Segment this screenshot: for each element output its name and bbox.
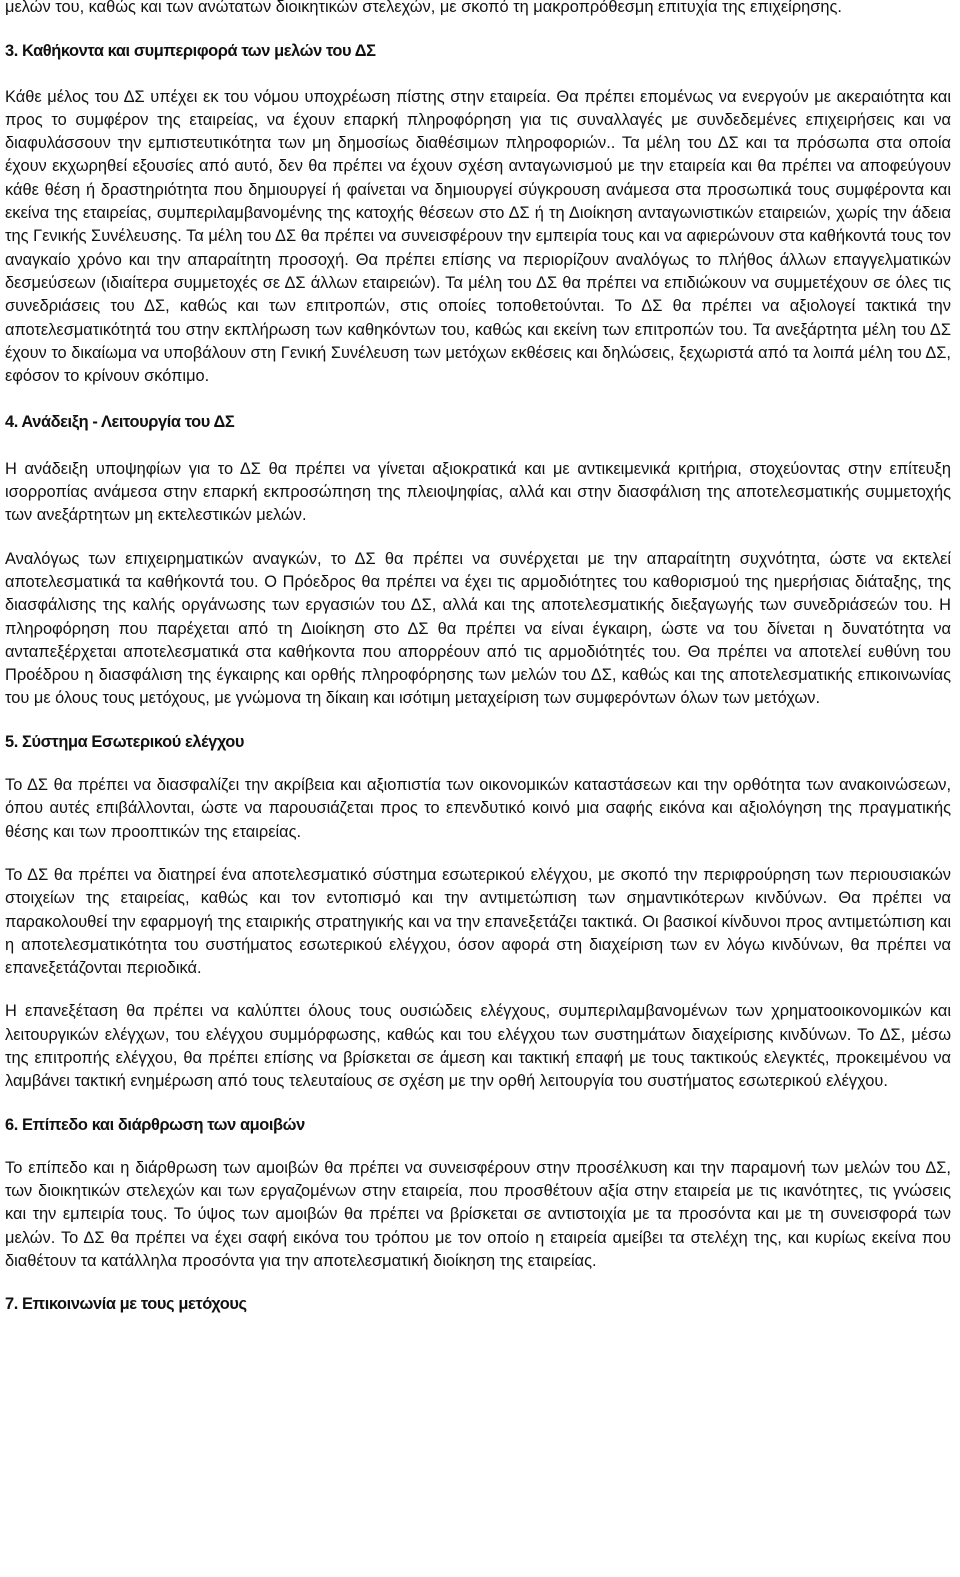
section-3-paragraph: Κάθε μέλος του ΔΣ υπέχει εκ του νόμου υποχρέωση πίστης στην εταιρεία. Θα πρέπει επομένως να ενεργούν με ακεραιότητα και προς το συμφέρον της εταιρείας, να έχουν επαρκή πληροφόρηση για τις συναλλαγές με συνδεδεμένες επιχειρήσεις και να διαφυλάσσουν την εμπιστευτικότητα των μη δημοσίως διαθέσιμων πληροφοριών.. Τα μέλη του ΔΣ και τα πρόσωπα στα οποία έχουν εκχωρηθεί εξουσίες από αυτό, δεν θα πρέπει να έχουν σχέση ανταγωνισμού με την εταιρεία και θα πρέπει να αποφεύγουν κάθε θέση ή δραστηριότητα που δημιουργεί ή φαίνεται να δημιουργεί σύγκρουση ανάμεσα στα προσωπικά τους συμφέροντα και εκείνα της εταιρείας, συμπεριλαμβανομένης της κατοχής θέσεων στο ΔΣ ή τη Διοίκηση ανταγωνιστικών εταιρειών, χωρίς την άδεια της Γενικής Συνέλευσης. Τα μέλη του ΔΣ θα πρέπει να συνεισφέρουν την εμπειρία τους και να αφιερώνουν στα καθήκοντά τους τον αναγκαίο χρόνο και την απαραίτητη προσοχή. Θα πρέπει επίσης να περιορίζουν αναλόγως το πλήθος άλλων επαγγελματικών δεσμεύσεων (ιδιαίτερα συμμετοχές σε ΔΣ άλλων εταιρειών). Τα μέλη του ΔΣ θα πρέπει να επιδιώκουν να συμμετέχουν σε όλες τις συνεδριάσεις του ΔΣ, καθώς και των επιτροπών, στις οποίες τοποθετούνται. Το ΔΣ θα πρέπει να αξιολογεί τακτικά την αποτελεσματικότητά του στην εκπλήρωση των καθηκόντων του, καθώς και εκείνη των επιτροπών του. Τα ανεξάρτητα μέλη του ΔΣ έχουν το δικαίωμα να υποβάλουν στη Γενική Συνέλευση των μετόχων εκθέσεις και δηλώσεις, ξεχωριστά από τα λοιπά μέλη του ΔΣ, εφόσον το κρίνουν σκόπιμο. [5,87,951,386]
section-6-heading: 6. Επίπεδο και διάρθρωση των αμοιβών [5,1115,305,1134]
section-5-paragraph-3: Η επανεξέταση θα πρέπει να καλύπτει όλους τους ουσιώδεις ελέγχους, συμπεριλαμβανομένων των χρηματοοικονομικών και λειτουργικών ελέγχων, του ελέγχου συμμόρφωσης, καθώς και του ελέγχου των συστημάτων διαχείρισης κινδύνων. Το ΔΣ, μέσω της επιτροπής ελέγχου, θα πρέπει επίσης να βρίσκεται σε άμεση και τακτική επαφή με τους τακτικούς ελεγκτές, προκειμένου να λαμβάνει τακτική ενημέρωση από τους τελευταίους σε σχέση με την ορθή λειτουργία του συστήματος εσωτερικού ελέγχου. [5,1002,951,1091]
section-4-heading: 4. Ανάδειξη - Λειτουργία του ΔΣ [5,413,235,432]
intro-paragraph: μελών του, καθώς και των ανώτατων διοικητικών στελεχών, με σκοπό τη μακροπρόθεσμη επιτυχία της επιχείρησης. [5,0,842,16]
section-7-heading: 7. Επικοινωνία με τους μετόχους [5,1295,247,1314]
document-page [5,0,951,1317]
section-5-paragraph-2: Το ΔΣ θα πρέπει να διατηρεί ένα αποτελεσματικό σύστημα εσωτερικού ελέγχου, με σκοπό την περιφρούρηση των περιουσιακών στοιχείων της εταιρείας, καθώς και τον εντοπισμό και την αντιμετώπιση των σημαντικότερων κινδύνων. Θα πρέπει να παρακολουθεί την εφαρμογή της εταιρικής στρατηγικής και να την επανεξετάζει τακτικά. Οι βασικοί κίνδυνοι προς αντιμετώπιση και η αποτελεσματικότητα του συστήματος εσωτερικού ελέγχου, όσον αφορά στη διαχείριση των εν λόγω κινδύνων, θα πρέπει να επανεξετάζονται περιοδικά. [5,865,951,978]
section-6-paragraph: Το επίπεδο και η διάρθρωση των αμοιβών θα πρέπει να συνεισφέρουν στην προσέλκυση και την παραμονή των μελών του ΔΣ, των διοικητικών στελεχών και των εργαζομένων στην εταιρεία, που προσθέτουν αξία στην εταιρεία με τις ικανότητες, τις γνώσεις και την εμπειρία τους. Το ύψος των αμοιβών θα πρέπει να βρίσκεται σε αντιστοιχία με τα προσόντα και με τη συνεισφορά των μελών. Το ΔΣ θα πρέπει να έχει σαφή εικόνα του τρόπου με τον οποίο η εταιρεία αμείβει τα στελέχη της, και κυρίως εκείνα που διαθέτουν τα κατάλληλα προσόντα για την αποτελεσματική διοίκηση της εταιρείας. [5,1158,951,1271]
section-3-heading: 3. Καθήκοντα και συμπεριφορά των μελών του ΔΣ [5,42,376,61]
section-5-paragraph-1: Το ΔΣ θα πρέπει να διασφαλίζει την ακρίβεια και αξιοπιστία των οικονομικών καταστάσεων και την ορθότητα των ανακοινώσεων, όπου αυτές επιβάλλονται, ώστε να παρουσιάζεται προς το επενδυτικό κοινό μια σαφής εικόνα και αξιολόγηση της πραγματικής θέσης και των προοπτικών της εταιρείας. [5,776,951,841]
section-4-paragraph-1: Η ανάδειξη υποψηφίων για το ΔΣ θα πρέπει να γίνεται αξιοκρατικά και με αντικειμενικά κριτήρια, στοχεύοντας στην επίτευξη ισορροπίας ανάμεσα στην επαρκή εκπροσώπηση της πλειοψηφίας, αλλά και στην διασφάλιση της αποτελεσματικής συμμετοχής των ανεξάρτητων μη εκτελεστικών μελών. [5,459,951,525]
section-5-heading: 5. Σύστημα Εσωτερικού ελέγχου [5,732,245,751]
section-4-paragraph-2: Αναλόγως των επιχειρηματικών αναγκών, το ΔΣ θα πρέπει να συνέρχεται με την απαραίτητη συχνότητα, ώστε να εκτελεί αποτελεσματικά τα καθήκοντά του. Ο Πρόεδρος θα πρέπει να έχει τις αρμοδιότητες του καθορισμού της ημερήσιας διάταξης, της διασφάλισης της καλής οργάνωσης των εργασιών του ΔΣ, αλλά και της αποτελεσματικής διεξαγωγής των συνεδριάσεών του. Η πληροφόρηση που παρέχεται από τη Διοίκηση στο ΔΣ θα πρέπει να είναι έγκαιρη, ώστε να του δίνεται η δυνατότητα να ανταπεξέρχεται αποτελεσματικά στα καθήκοντα που απορρέουν από τις αρμοδιότητές του. Θα πρέπει να αποτελεί ευθύνη του Προέδρου η διασφάλιση της έγκαιρης και ορθής πληροφόρησης των μελών του ΔΣ, καθώς και της αποτελεσματικής επικοινωνίας του με όλους τους μετόχους, με γνώμονα τη δίκαιη και ισότιμη μεταχείριση των συμφερόντων όλων των μετόχων. [5,549,951,708]
